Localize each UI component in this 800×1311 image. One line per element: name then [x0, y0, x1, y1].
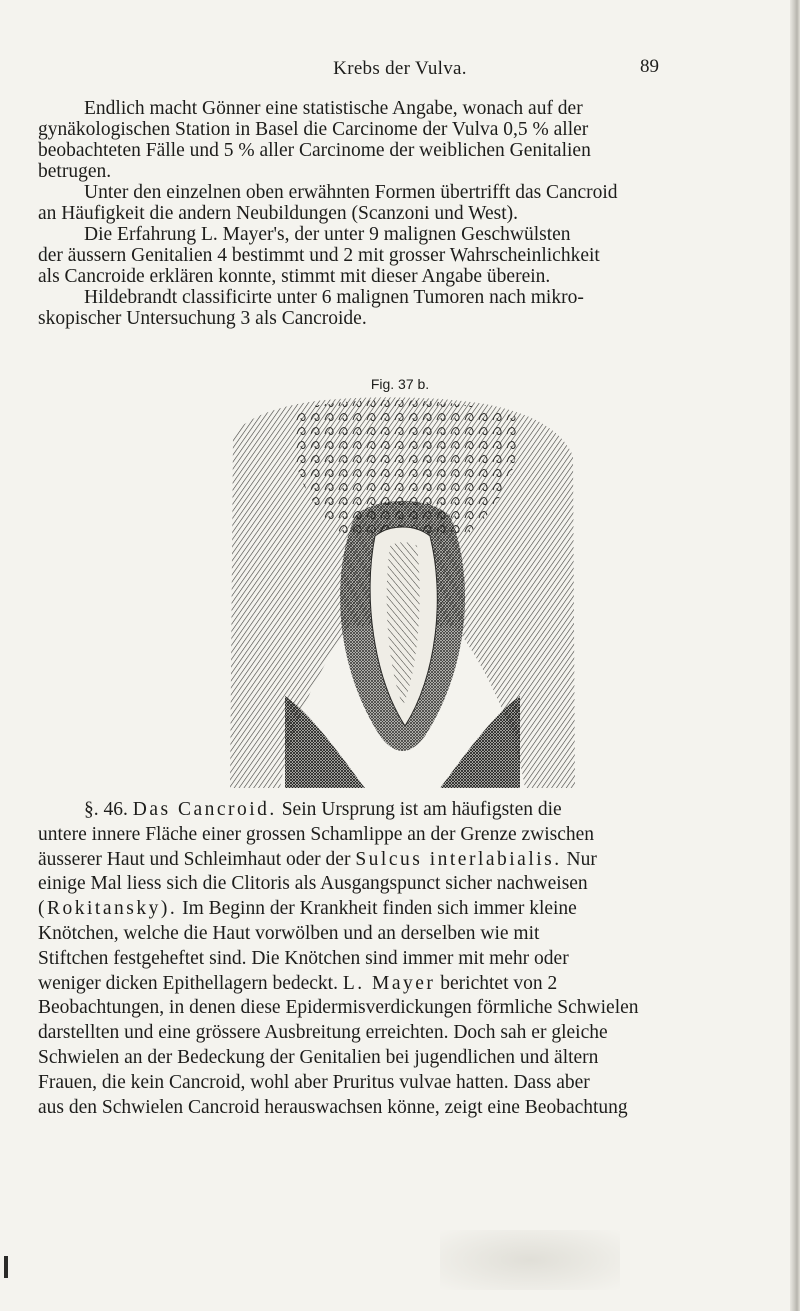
- text-span: äusserer Haut und Schleimhaut oder der: [38, 848, 351, 870]
- binding-mark: [4, 1256, 8, 1278]
- paper-stain: [440, 1230, 620, 1290]
- text-line: untere innere Fläche einer grossen Schamlippe an der Grenze zwischen: [38, 823, 595, 845]
- text-line: Schwielen an der Bedeckung der Genitalien bei jugendlichen und ältern: [38, 1046, 599, 1068]
- sulcus-term: Sulcus interlabialis.: [355, 848, 562, 870]
- text-line: Stiftchen festgeheftet sind. Die Knötchen sind immer mit mehr oder: [38, 947, 569, 969]
- running-head: Krebs der Vulva.: [333, 58, 467, 79]
- author-name: L. Mayer: [342, 972, 436, 994]
- section-title: Das Cancroid.: [132, 799, 277, 820]
- author-name: (Rokitansky).: [38, 898, 178, 920]
- text-line: gynäkologischen Station in Basel die Carcinome der Vulva 0,5 % aller: [38, 119, 589, 140]
- text-line: Knötchen, welche die Haut vorwölben und an derselben wie mit: [38, 922, 540, 944]
- section-46: [38, 798, 760, 1120]
- text-line: darstellten und eine grössere Ausbreitung erreichten. Doch sah er gleiche: [38, 1022, 608, 1044]
- text-line: [38, 972, 760, 997]
- text-line: an Häufigkeit die andern Neubildungen (Scanzoni und West).: [38, 203, 519, 224]
- text-line: Unter den einzelnen oben erwähnten Formen übertrifft das Cancroid: [84, 182, 618, 203]
- page-edge-shadow: [790, 0, 800, 1311]
- text-line: Frauen, die kein Cancroid, wohl aber Pruritus vulvae hatten. Dass aber: [38, 1071, 590, 1093]
- text-span: Nur: [566, 848, 597, 870]
- intro-text: [38, 98, 758, 329]
- text-line: [38, 848, 760, 873]
- text-span: Im Beginn der Krankheit finden sich immer kleine: [182, 898, 577, 920]
- page-number: 89: [640, 56, 659, 77]
- anatomical-engraving-icon: [225, 396, 580, 788]
- section-number: §. 46.: [84, 799, 128, 820]
- figure-caption: Fig. 37 b.: [370, 376, 430, 392]
- text-line: skopischer Untersuchung 3 als Cancroide.: [38, 308, 367, 329]
- text-line: betrugen.: [38, 161, 112, 182]
- text-line: Endlich macht Gönner eine statistische Angabe, wonach auf der: [84, 98, 583, 119]
- text-line: einige Mal liess sich die Clitoris als Ausgangspunct sicher nachweisen: [38, 873, 588, 895]
- text-line: aus den Schwielen Cancroid herauswachsen könne, zeigt eine Beobachtung: [38, 1096, 628, 1118]
- text-line: Beobachtungen, in denen diese Epidermisverdickungen förmliche Schwielen: [38, 997, 639, 1019]
- text-line: als Cancroide erklären konnte, stimmt mit dieser Angabe überein.: [38, 266, 551, 287]
- text-span: weniger dicken Epithellagern bedeckt.: [38, 972, 338, 994]
- text-line: der äussern Genitalien 4 bestimmt und 2 mit grosser Wahrscheinlichkeit: [38, 245, 600, 266]
- text-line: [38, 798, 760, 823]
- text-line: Hildebrandt classificirte unter 6 malignen Tumoren nach mikro-: [84, 287, 584, 308]
- text-line: beobachteten Fälle und 5 % aller Carcinome der weiblichen Genitalien: [38, 140, 591, 161]
- text-line: Die Erfahrung L. Mayer's, der unter 9 malignen Geschwülsten: [84, 224, 571, 245]
- text-line: [38, 897, 760, 922]
- text-span: berichtet von 2: [440, 972, 558, 994]
- text-span: Sein Ursprung ist am häufigsten die: [281, 799, 562, 820]
